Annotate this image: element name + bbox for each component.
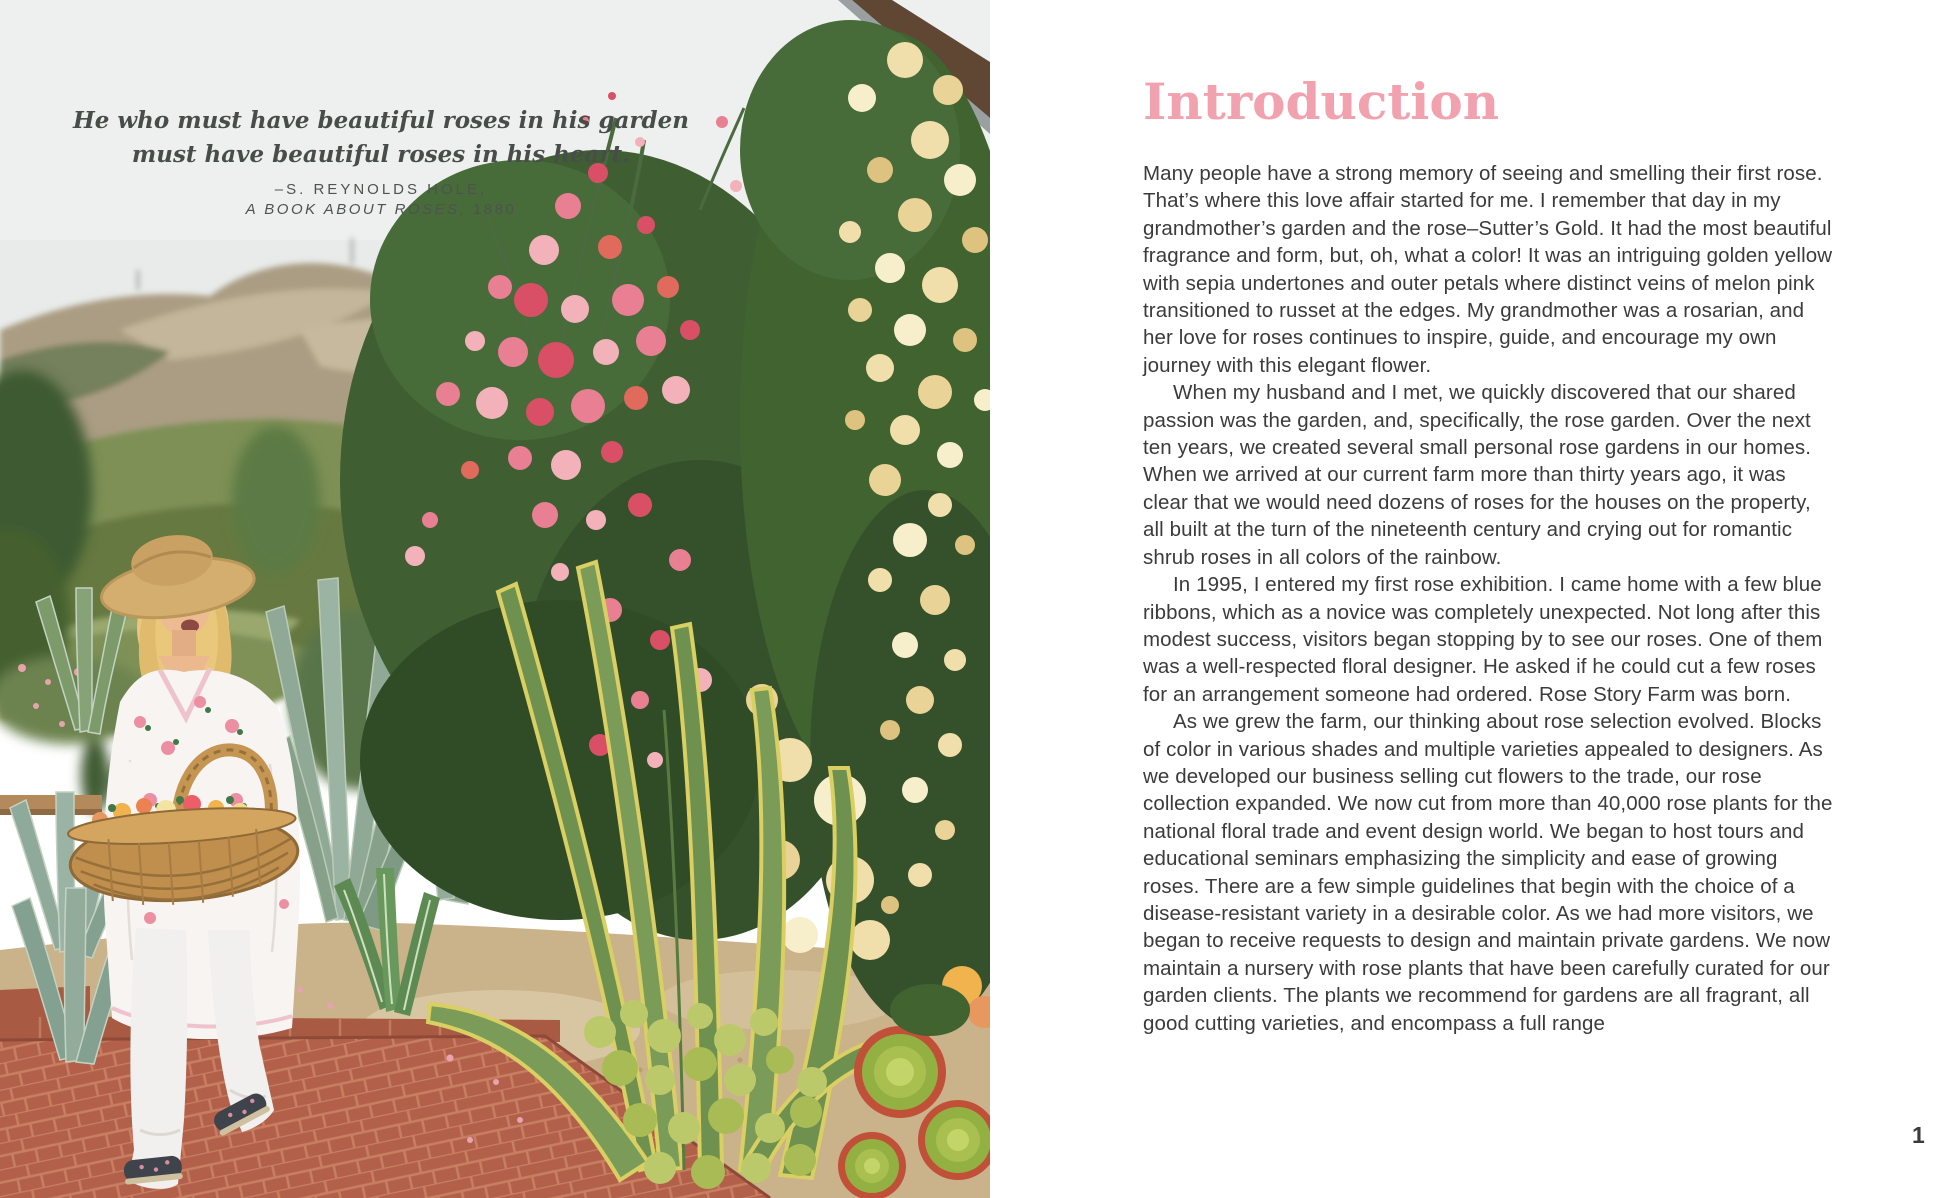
pull-quote: [61, 104, 701, 218]
paragraph: As we grew the farm, our thinking about rose selection evolved. Blocks of color in various shades and multiple varieties appealed to designers. As we developed our business selling cut flowers to the trade, our rose collection expanded. We now cut from more than 40,000 rose plants for the national floral trade and event design world. We began to host tours and educational seminars emphasizing the simplicity and ease of growing roses. There are a few simple guidelines that begin with the choice of a disease-resistant variety in a desirable color. As we had more visitors, we began to receive requests to design and maintain private gardens. We now maintain a nursery with rose plants that have been carefully curated for our garden clients. The plants we recommend for gardens are all fragrant, all good cutting varieties, and encompass a full range: [1143, 710, 1833, 1035]
paragraph: Many people have a strong memory of seeing and smelling their first rose. That’s where this love affair started for me. I remember that day in my grandmother’s garden and the rose–Sutter’s Gold. It had the most beautiful fragrance and form, but, oh, what a color! It was an intriguing golden yellow with sepia undertones and outer petals where distinct veins of melon pink transitioned to russet at the edges. My grandmother was a rosarian, and her love for roses continues to inspire, guide, and encourage my own journey with this elegant flower.: [1143, 162, 1833, 377]
quote-line-1: He who must have beautiful roses in his garden: [73, 107, 689, 134]
body-text: [1143, 160, 1833, 1037]
quote-attribution: –S. REYNOLDS HOLE,: [274, 181, 488, 198]
quote-line-2: must have beautiful roses in his heart.: [131, 141, 631, 168]
right-page: [990, 0, 1946, 1198]
paragraph: In 1995, I entered my first rose exhibition. I came home with a few blue ribbons, which as a novice was completely unexpected. Not long after this modest success, visitors began stopping by to see our roses. One of them was a well-respected floral designer. He asked if he could cut a few roses for an arrangement someone had ordered. Rose Story Farm was born.: [1143, 573, 1823, 706]
chapter-title: Introduction: [1143, 72, 1500, 131]
quote-source-title: A BOOK ABOUT ROSES,: [245, 201, 467, 218]
paragraph: When my husband and I met, we quickly discovered that our shared passion was the garden, and, specifically, the rose garden. Over the next ten years, we created several small personal rose gardens in our homes. When we arrived at our current farm more than thirty years ago, it was clear that we would need dozens of roses for the houses on the property, all built at the turn of the nineteenth century and crying out for romantic shrub roses in all colors of the rainbow.: [1143, 381, 1811, 569]
page-number: 1: [1912, 1122, 1925, 1148]
quote-source-year: 1880: [472, 201, 517, 218]
quote-source: [61, 201, 701, 218]
pants-left: [128, 928, 187, 1189]
